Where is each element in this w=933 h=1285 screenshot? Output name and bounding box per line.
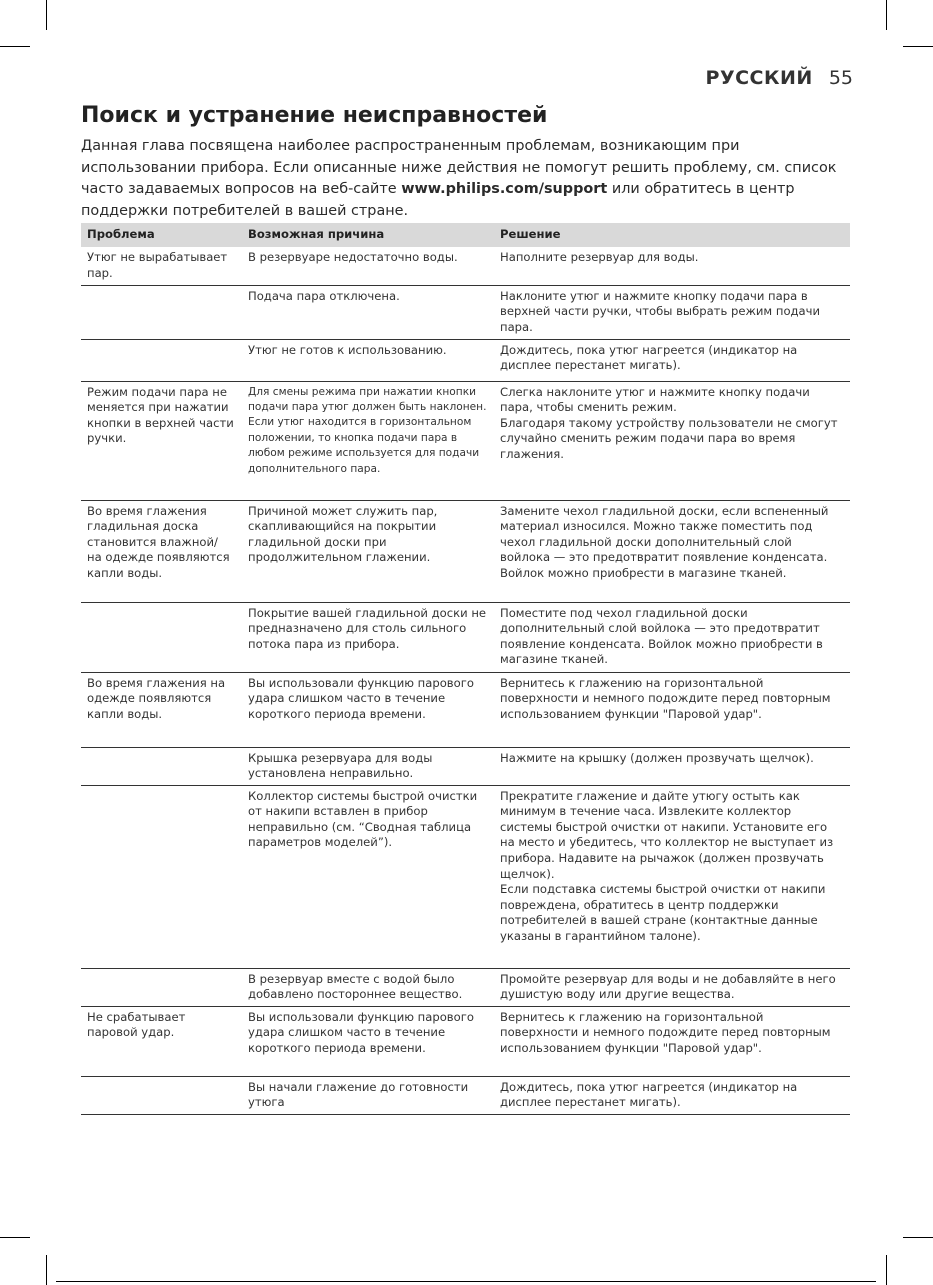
problem-cell: Не срабатывает паровой удар. xyxy=(81,1006,242,1076)
cause-cell: В резервуар вместе с водой было добавлено постороннее вещество. xyxy=(242,968,494,1006)
problem-cell xyxy=(81,602,242,672)
problem-cell: Утюг не вырабатывает пар. xyxy=(81,247,242,285)
crop-mark xyxy=(903,46,933,47)
solution-cell: Нажмите на крышку (должен прозвучать щелчок). xyxy=(494,747,850,785)
table-row xyxy=(81,1076,850,1114)
cause-cell: Утюг не готов к использованию. xyxy=(242,339,494,381)
problem-cell xyxy=(81,785,242,968)
table-row xyxy=(81,785,850,968)
solution-cell: Вернитесь к глажению на горизонтальной поверхности и немного подождите перед повторным использованием функции "Паровой удар". xyxy=(494,672,850,747)
troubleshooting-table xyxy=(81,223,850,1115)
table-row xyxy=(81,1006,850,1076)
page-header xyxy=(706,67,853,89)
cause-cell: Подача пара отключена. xyxy=(242,285,494,339)
solution-cell: Слегка наклоните утюг и нажмите кнопку подачи пара, чтобы сменить режим. Благодаря такому устройству пользователи не смогут случайно сменить режим подачи пара во время глажения. xyxy=(494,381,850,500)
crop-mark xyxy=(903,1237,933,1238)
table-row xyxy=(81,672,850,747)
problem-cell xyxy=(81,339,242,381)
problem-cell: Режим подачи пара не меняется при нажатии кнопки в верхней части ручки. xyxy=(81,381,242,500)
language-label: РУССКИЙ xyxy=(705,67,813,89)
table-row xyxy=(81,602,850,672)
table-row xyxy=(81,968,850,1006)
table-row xyxy=(81,747,850,785)
crop-mark xyxy=(46,1255,47,1285)
table-row xyxy=(81,381,850,500)
page-number: 55 xyxy=(828,67,853,89)
solution-cell: Прекратите глажение и дайте утюгу остыть как минимум в течение часа. Извлеките коллектор системы быстрой очистки от накипи. Установите его на место и убедитесь, что коллектор не выступает из прибора. Надавите на рычажок (должен прозвучать щелчок). Если подставка системы быстрой очистки от накипи повреждена, обратитесь в центр поддержки потребителей в вашей стране (контактные данные указаны в гарантийном талоне). xyxy=(494,785,850,968)
table-row xyxy=(81,339,850,381)
solution-cell: Замените чехол гладильной доски, если вспененный материал износился. Можно также поместить под чехол гладильной доски дополнительный слой войлока — это предотвратит появление конденсата. Войлок можно приобрести в магазине тканей. xyxy=(494,500,850,602)
problem-cell xyxy=(81,1076,242,1114)
cause-cell: Вы использовали функцию парового удара слишком часто в течение короткого периода времени. xyxy=(242,672,494,747)
cause-cell: В резервуаре недостаточно воды. xyxy=(242,247,494,285)
cause-cell: Крышка резервуара для воды установлена неправильно. xyxy=(242,747,494,785)
solution-cell: Дождитесь, пока утюг нагреется (индикатор на дисплее перестанет мигать). xyxy=(494,339,850,381)
column-header-solution: Решение xyxy=(494,223,850,247)
problem-cell: Во время глажения на одежде появляются капли воды. xyxy=(81,672,242,747)
bottom-rule xyxy=(56,1281,876,1282)
solution-cell: Дождитесь, пока утюг нагреется (индикатор на дисплее перестанет мигать). xyxy=(494,1076,850,1114)
solution-cell: Промойте резервуар для воды и не добавляйте в него душистую воду или другие вещества. xyxy=(494,968,850,1006)
column-header-problem: Проблема xyxy=(81,223,242,247)
crop-mark xyxy=(0,46,30,47)
cause-cell: Для смены режима при нажатии кнопки подачи пара утюг должен быть наклонен. Если утюг находится в горизонтальном положении, то кнопка подачи пара в любом режиме используется для подачи дополнительного пара. xyxy=(242,381,494,500)
page-title: Поиск и устранение неисправностей xyxy=(81,103,548,128)
cause-cell: Покрытие вашей гладильной доски не предназначено для столь сильного потока пара из прибора. xyxy=(242,602,494,672)
solution-cell: Наполните резервуар для воды. xyxy=(494,247,850,285)
problem-cell xyxy=(81,285,242,339)
solution-cell: Наклоните утюг и нажмите кнопку подачи пара в верхней части ручки, чтобы выбрать режим подачи пара. xyxy=(494,285,850,339)
cause-cell: Коллектор системы быстрой очистки от накипи вставлен в прибор неправильно (см. “Сводная таблица параметров моделей”). xyxy=(242,785,494,968)
crop-mark xyxy=(886,1255,887,1285)
support-link[interactable]: www.philips.com/support xyxy=(401,181,608,197)
cause-cell: Вы использовали функцию парового удара слишком часто в течение короткого периода времени. xyxy=(242,1006,494,1076)
table-row xyxy=(81,247,850,285)
solution-cell: Вернитесь к глажению на горизонтальной поверхности и немного подождите перед повторным использованием функции "Паровой удар". xyxy=(494,1006,850,1076)
intro-text: Данная глава посвящена наиболее распространенным проблемам, возникающим при использовании прибора. Если описанные ниже действия не помогут решить проблему, см. список часто задаваемых вопросов на веб-сайте xyxy=(81,138,837,197)
cause-cell: Причиной может служить пар, скапливающийся на покрытии гладильной доски при продолжительном глажении. xyxy=(242,500,494,602)
crop-mark xyxy=(886,0,887,30)
table-header-row xyxy=(81,223,850,247)
intro-text-end: или обратитесь в центр поддержки потребителей в вашей стране. xyxy=(81,181,795,219)
column-header-cause: Возможная причина xyxy=(242,223,494,247)
solution-cell: Поместите под чехол гладильной доски дополнительный слой войлока — это предотвратит появление конденсата. Войлок можно приобрести в магазине тканей. xyxy=(494,602,850,672)
problem-cell xyxy=(81,968,242,1006)
intro-paragraph xyxy=(81,136,856,222)
problem-cell xyxy=(81,747,242,785)
table-row xyxy=(81,285,850,339)
crop-mark xyxy=(0,1237,30,1238)
cause-cell: Вы начали глажение до готовности утюга xyxy=(242,1076,494,1114)
crop-mark xyxy=(46,0,47,30)
problem-cell: Во время глажения гладильная доска становится влажной/ на одежде появляются капли воды. xyxy=(81,500,242,602)
table-row xyxy=(81,500,850,602)
